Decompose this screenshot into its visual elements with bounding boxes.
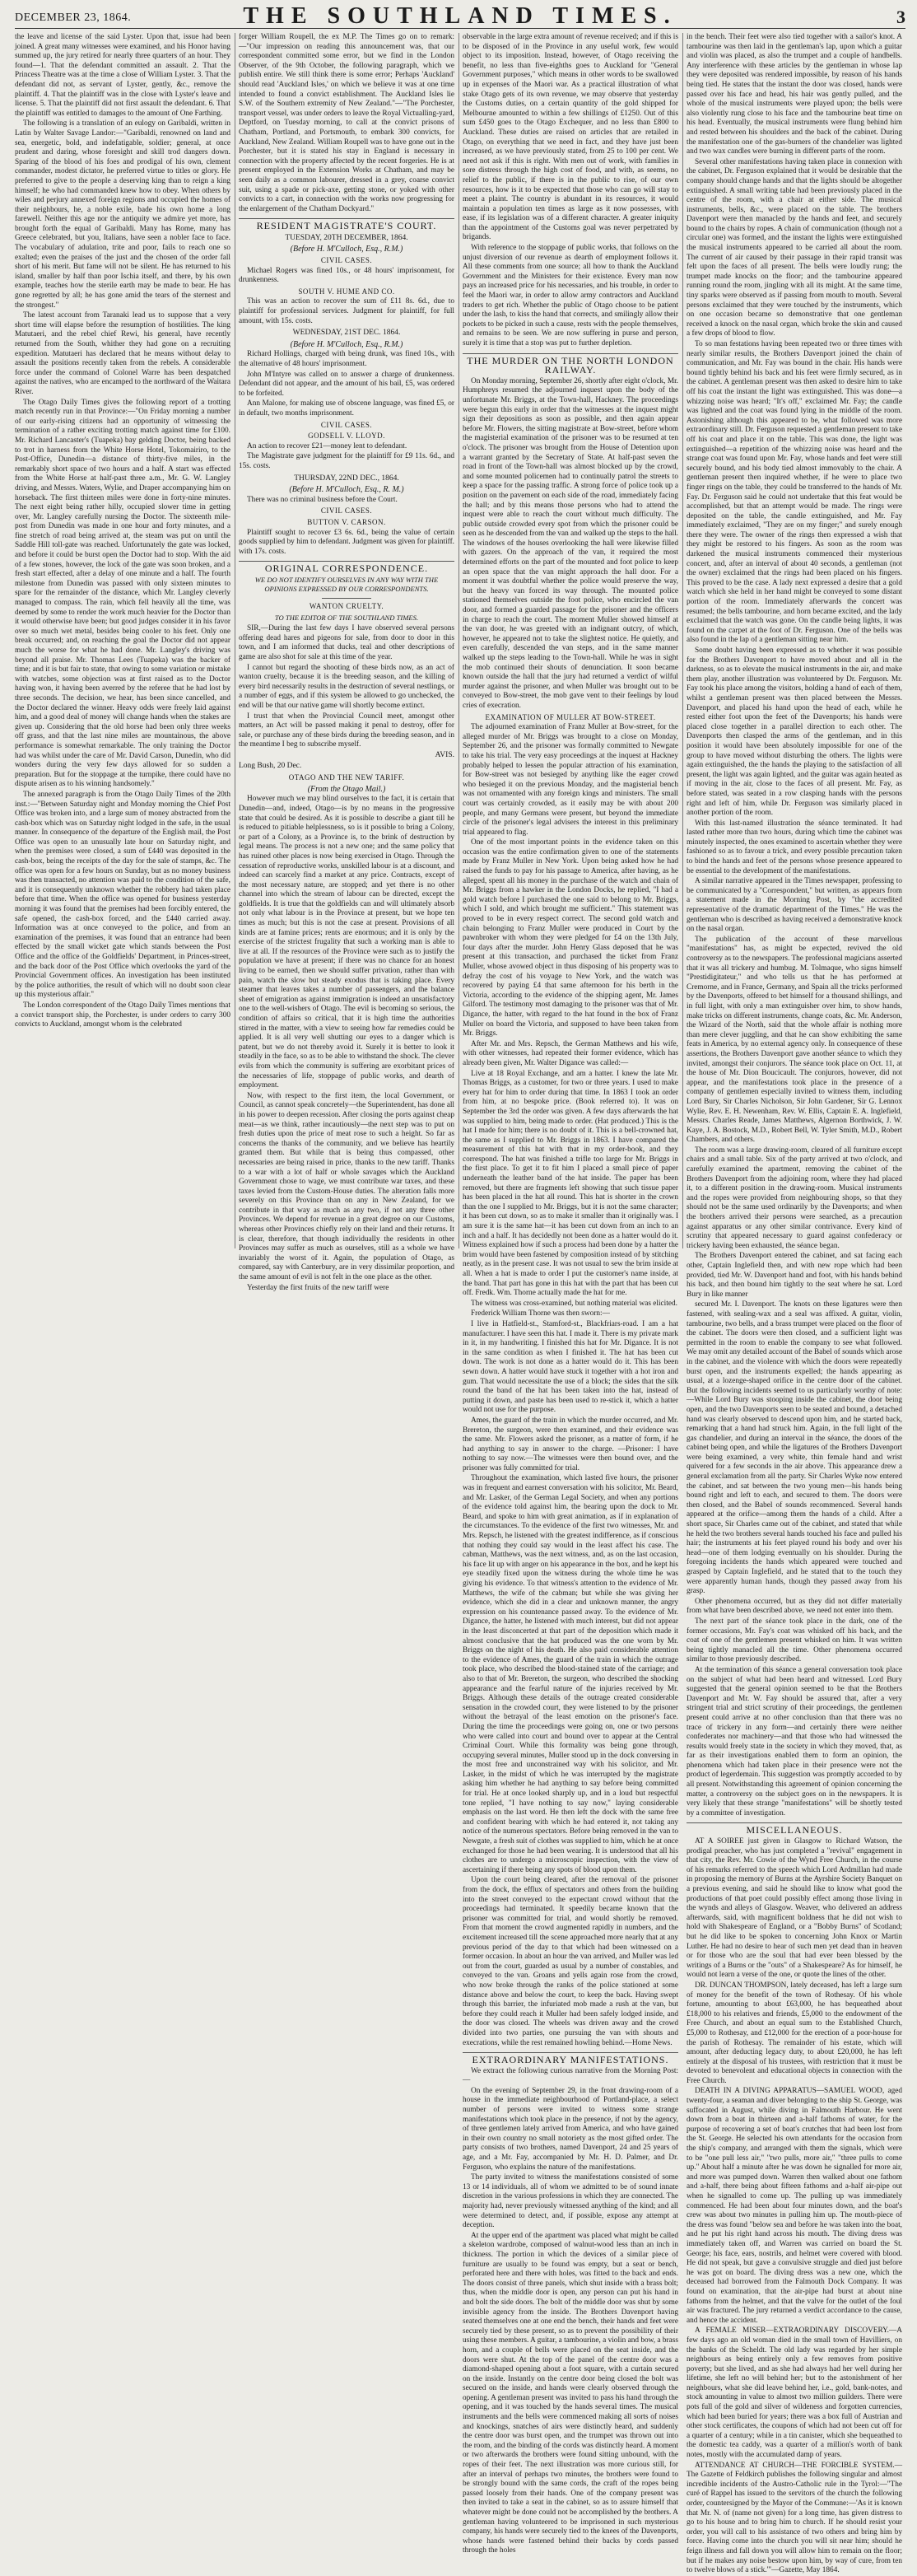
court-heading: RESIDENT MAGISTRATE'S COURT. bbox=[239, 218, 454, 231]
case-title: SOUTH V. HUME AND CO. bbox=[298, 287, 395, 296]
paragraph: The following is a translation of an eulogy on Garibaldi, written in Latin by Walter Savage Landor:—"Garibaldi, renowned on land and sea, energetic, bold, and indefatigable, soldier; general, at once prudent and daring, whose foresight and skill trod dangers down. Sparing of the blood of his foes and prodigal of his own, clement commander, modest dictator, he preferred virtue to titles or glory. He preferred to give to the people a deserving king than to reign a king himself; he who had commanded knew how to obey. When others by wiles and perjury annexed foreign regions and occupied the homes of their neighbours, he, a noble exile, bade his own home a long farewell. Neither this age nor the antiquity we admire yet more, has brought forth the equal of Garibaldi. Many has Rome, many has Greece celebrated, but you, Italians, have seen a nobler face to face. The vocabulary of adulation, trite and poor, fails to reach one so exalted; even the praises of the just and the chosen of the order fall short of his merit. But fame will not be silent. He has returned to his island, smaller by half than poor Ischia itself, and there, by his own example, teaches how the sterile earth may be made to bear. He has gone regretted by all; he has gone amid the tears of the sternest and the strongest." bbox=[15, 119, 230, 310]
columns bbox=[15, 33, 905, 2575]
paragraph: Michael Rogers was fined 10s., or 48 hours' imprisonment, for drunkenness. bbox=[239, 266, 454, 285]
paragraph: The room was a large drawing-room, cleared of all furniture except chairs and a small table. Six of the party arrived at two o'clock, and carefully examined the apartment, removing the cabinet of the Brothers Davenport from the adjoining room, where they had placed it, to a different position in the drawing-room. Musical instruments and the ropes were provided from neighbouring shops, so that they should not be the same used ordinarily by the Davenports; and when the brothers arrived their persons were searched, as a precaution against apparatus or any other similar contrivance. Every kind of scrutiny that appeared necessary to guard against confederacy or trickery having been exhausted, the séance began. bbox=[687, 1146, 902, 1250]
paragraph: The London correspondent of the Otago Daily Times mentions that a convict transport ship, the Porchester, is under orders to carry 300 convicts to Auckland, amongst whom is the celebrated bbox=[15, 1001, 230, 1029]
column-4 bbox=[687, 33, 902, 2575]
paragraph: Live at 18 Royal Exchange, and am a hatter. I knew the late Mr. Thomas Briggs, as a customer, for two or three years. I used to make every hat for him to order during that time. In 1863 I took an order from him, at no bespoke price. (Book referred to). It was on September the 3rd the order was given. A few days afterwards the hat was supplied to him, being made to order. (Hat produced.) This is the hat I made for him; there is no doubt of it. This is a bell-crowned hat, the same as I supplied to Mr. Briggs in 1863. I have compared the measurement of this hat with that in my order-book, and they correspond. The hat was finished a trifle too large for Mr. Briggs in the first place. To get it to fit him I placed a small piece of paper underneath the leather band of the hat inside. The paper has been removed, but there are fragments left showing that such tissue paper has been placed in the hat all round. This hat is shorter in the crown than the one I supplied to Mr. Briggs, but it is not the same character; it has been cut down, so as to make it smaller than it originally was. I am sure it is the same hat—it has been cut down from an inch to an inch and a half. It has decidedly not been done as a hatter would do it. Witness explained how if such a process had been done by a hatter the brim would have been fastened by composition instead of by stitching neatly, as in the present case. It was not usual to sew the brim inside at all. When a hat is made to order I put the customer's name inside, at the band. That part has gone in this hat with the part that has been cut off. Fredk. Wm. Thorne actually made the hat for me. bbox=[463, 1069, 678, 1298]
court-date: THURSDAY, 22ND DEC., 1864. bbox=[294, 474, 399, 483]
court-date: WEDNESDAY, 21ST DEC. 1864. bbox=[292, 329, 401, 338]
letter-dateline: Long Bush, 20 Dec. bbox=[239, 761, 302, 770]
paragraph: The publication of the account of these marvellous "manifestations" has, as might be expected, revived the old controversy as to the newspapers. The professional magicians asserted that it was all trickery and humbug. M. Tolmaque, who signs himself "Prestidigitateur," and who tells us that he has performed at Cremorne, and in France, Germany, and Spain all the tricks performed by the Davenports, offered to bet himself for a thousand shillings, and in full light, with only a man extinguisher over him, to show hands, make tricks on different instruments, change coats, &c. Mr. Anderson, the Wizard of the North, said that the whole affair is nothing more than mere clever juggling, and that he can show exhibiting the same feats in America, by no external agency only. In consequence of these assertions, the Brothers Davenport gave another séance to which they invited, amongst their conjurors. The séance took place on Oct. 11, at the house of Mr. Dion Boucicault. The conjurors, however, did not appear, and the manifestations took place in the presence of a company of gentlemen especially invited to witness them, including Lord Bury, Sir Charles Nicholson, Sir John Gardener, Sir G. Lennox Wylie, Rev. E. H. Newenham, Rev. W. Ellis, Captain E. A. Inglefield, Messrs. Charles Reade, James Matthews, Algernon Borthwick, J. W. Kaye, J. A. Bostock, M.D., Robert Bell, W. Tyler Smith, M.D., Robert Chambers, and others. bbox=[687, 935, 902, 1145]
paragraph: However much we may blind ourselves to the fact, it is certain that Dunedin—and, indeed, Otago—is by no means in the progressive state that could be desired. As it is possible to describe a giant till he is reduced to pitiable helplessness, so is it possible to bring a Colony, or part of a Colony, as a Province is, to the brink of destruction by legal means. The process is not a new one; and the same policy that has ruined other places is now being exercised in Otago. Through the cessation of reproductive works, unskilled labour is at a discount, and indeed can scarcely find a market at any price. Contracts, except of the most necessary nature, are stopped; and yet there is no other channel into which the stream of labour can be directed, except the goldfields. It is true that the goldfields can and will ultimately absorb not only what labour is in the Province at present, but we hope ten times as much; but this is not the case at present. Provisions of all kinds are at famine prices; rents are enormous; and it is only by the exercise of the strictest frugality that such a working man is able to live at all. If the resources of the Province were such as to justify the population we have at present; if there was no chance for an honest living to be earned, then we should suffer privation, rather than with pain, watch the slow but steady exodus that is taking place. Every steamer that leaves takes a number of passengers, and the balance sheet of emigration as against immigration is indeed an unsatisfactory one to the well-wishers of Otago. The evil is becoming so serious, the condition of affairs so critical, that it is high time the authorities stirred in the matter, with a view to seeing how far remedies could be applied. It is all very well shutting our eyes to a danger which is patent, but we do not thereby avoid it. Surely it is better to look it steadily in the face, so as to be able to withstand the shock. The clever evils from which the community is suffering are exorbitant prices of the necessaries of life, stoppage of public works, and dearth of employment. bbox=[239, 795, 454, 1090]
court-report bbox=[239, 350, 454, 418]
paragraph: One of the most important points in the evidence taken on this occasion was the entire confirmation given to one of the statements made by Franz Muller in New York. Upon being asked how he had raised the funds to pay for his passage to America, after having, as he alleged, spent all his money in the purchase of the watch and chain of Mr. Briggs from a hawker in the London Docks, he replied, "I had a gold watch before I purchased the one said to belong to Mr. Briggs, which I sold, and which brought me sufficient." This statement was proved to be in every respect correct. The second gold watch and chain belonging to Franz Muller were produced in Court by the pawnbroker with whom they were pledged for £4 on the 13th July, four days after the murder. John Henry Glass deposed that he was present at this transaction, and purchased the ticket from Franz Muller, whose avowed object in thus disposing of his property was to defray the cost of his voyage to New York, and the watch was recovered by paying £4 that same afternoon for his berth in the Victoria, according to the evidence of the shipping agent, Mr. James Gilford. The testimony most damaging to the prisoner was that of Mr. Digance, the hatter, with regard to the hat found in the box of Franz Muller on board the Victoria, and supposed to have been taken from Mr. Briggs. bbox=[463, 838, 678, 1038]
paragraph: the leave and license of the said Lyster. Upon that, issue had been joined. A great many witnesses were examined, and his Honor having summed up, the jury retired for nearly three quarters of an hour. They found—1. That the defendant committed an assault. 2. That the Princess Theatre was at the time a close of William Lyster. 3. That the defendant did not, as servant of Lyster, gently, &c., remove the plaintiff. 4. That the plaintiff was in the close with Lyster's leave and license. 5. That the plaintiff did not first assault the defendant. 6. That the plaintiff was entitled to damages to the amount of One Farthing. bbox=[15, 33, 230, 118]
paragraph: Plaintiff sought to recover £3 6s. 6d., being the value of certain goods supplied by him to defendant. Judgment was given for plaintiff. with 17s. costs. bbox=[239, 528, 454, 556]
paragraph: John M'Intyre was called on to answer a charge of drunkenness. Defendant did not appear, and the amount of his bail, £5, was ordered to be forfeited. bbox=[239, 370, 454, 398]
paragraph: At the upper end of the apartment was placed what might be called a skeleton wardrobe, composed of walnut-wood less than an inch in thickness. The portion in which the devices of a similar piece of furniture are usually to be found was empty, but a seat or bench, perforated here and there with holes, was fitted to the back and ends. The doors consist of three panels, which shut inside with a brass bolt; thus, when the middle door is open, any person can put his hand in and bolt the side doors. The bolt of the middle door was shut by some invisible agency from the inside. The Brothers Davenport having seated themselves one at one end the bench, their hands and feet were securely tied by these present, so as to prevent the possibility of their using these members. A guitar, a tambourine, a violin and bow, a brass horn, and a couple of bells were placed on the seat inside, and the doors were shut. At the top of the panel of the centre door was a diamond-shaped opening about a foot square, with a curtain secured on the inside. Instantly on the centre door being closed the bolt was secured on the inside, and hands were clearly observed through the opening. A gentleman present was invited to pass his hand through the opening, and it was touched by the hands several times. The musical instruments and the bells were commenced making all sorts of noises and knockings, snatches of airs were distinctly heard, and suddenly the centre door was burst open, and the trumpet was thrown out into the room, and the binding of the cords was distinctly heard. A moment or two afterwards the brothers were found sitting unbound, with the ropes of their feet. The next illustration was more curious still, for after an interval of perhaps two minutes, the brothers were found to be strongly bound with the same cords, the craft of the ropes being passed loosely from their hands. One of the company present was then invited to take a seat in the cabinet, so as to assure himself that whatever might be done could not be accomplished by the brothers. A gentleman having volunteered to be imprisoned in such mysterious company, his hands were securely tied to the knees of the Davenports, whose hands were fastened behind their backs by cords passed through the holes bbox=[463, 2231, 678, 2555]
murder-heading: THE MURDER ON THE NORTH LONDON RAILWAY. bbox=[463, 353, 678, 376]
paragraph: An action to recover £21—money lent to defendant. bbox=[247, 441, 407, 450]
column-1 bbox=[15, 33, 230, 1248]
paragraph: I trust that when the Provincial Council meet, amongst other matters, an Act will be passed making it penal to destroy, offer for sale, or purchase any of these birds during the breeding season, and in the meantime I beg to subscribe myself. bbox=[239, 712, 454, 749]
manifestations-heading: EXTRAORDINARY MANIFESTATIONS. bbox=[463, 2052, 678, 2065]
paragraph: in the bench. Their feet were also tied together with a sailor's knot. A tambourine was then laid in the gentleman's lap, upon which a guitar and violin was placed, as also the trumpet and a couple of handbells. Any interference with these articles by the gentleman in whose lap they were deposited was rendered impossible, by reason of his hands being tied. He states that the instant the door was closed, hands were passed over his face and head, his hair was gently pulled, and the whole of the musical instruments were played upon; the bells were also violently rung close to his face and the tambourine beat time on his head. Eventually, the musical instruments were flung behind him and rested between his shoulders and the back of the cabinet. During the manifestation one of the gas-burners of the chandelier was lighted and two wax candles were burning in different parts of the room. bbox=[687, 33, 902, 156]
paragraph: Ames, the guard of the train in which the murder occurred, and Mr. Brereton, the surgeon, were then examined, and their evidence was the same. Mr. Flowers asked the prisoner, as a matter of form, if he had anything to say in answer to the charge. —Prisoner: I have nothing to say now.—The witnesses were then bound over, and the prisoner was fully committed for trial. bbox=[463, 1416, 678, 1472]
paragraph: Throughout the examination, which lasted five hours, the prisoner was in frequent and earnest conversation with his solicitor, Mr. Beard, and Mr. Lasker, of the German Legal Society, and when any portions of the evidence told against him, the bearing upon the dock to Mr. Beard, and spoke to him with great animation, as if in explanation of the circumstances. To the evidence of the first two witnesses, Mr. and Mrs. Repsch, he listened with the greatest indifference, as if conscious that nothing they could say would in the least affect his case. The cabman, Matthews, was the next witness, and, as on the last occasion, his face lit up with anger on his appearance in the box, and he kept his eye steadily fixed upon the witness during the whole time he was giving his evidence. To that witness's attention to the evidence of Mr. Matthews, the wife of the cabman; but while she was giving her evidence, which she did in a clear and unknown manner, the angry expression on his countenance passed away. To the evidence of Mr. Digance, the hatter, he listened with much interest, but did not appear in the least disconcerted at that part of the deposition which made it almost conclusive that the hat produced was the one worn by Mr. Briggs on the night of his death. He also paid considerable attention to the evidence of Ames, the guard of the train in which the outrage took place, who described the blood-stained state of the carriage; and also to that of Mr. Brereton, the surgeon, who described the shocking appearance and the fearful nature of the injuries received by Mr. Briggs. Although these details of the outrage created considerable sensation in the crowded court, they were listened to by the prisoner without the betrayal of the least emotion on the prisoner's face. During the time the proceedings were going on, one or two persons who were called into court and bound over to appear at the Central Criminal Court. While this formality was being gone through, occupying several minutes, Muller stood up in the dock conversing in the most free and unconstrained way with his solicitor, and Mr. Lasker, in the midst of which he was interrupted by the magistrate asking him whether he had anything to say before being committed for trial. He at once looked sharply up, and in a loud but respectful tone replied, "I have nothing to say now," laying considerable emphasis on the last word. He then left the dock with the same free and confident bearing with which he had entered it, not taking any notice of the numerous spectators. Before being removed in the van to Newgate, a fresh suit of clothes was supplied to him, which he at once exchanged for those he had been wearing. It is understood that all his clothes are to undergo a microscopic inspection, with the view of ascertaining if there being any spots of blood upon them. bbox=[463, 1474, 678, 1874]
paragraph: DR. DUNCAN THOMPSON, lately deceased, has left a large sum of money for the benefit of the town of Rothesay. Of his whole fortune, amounting to about £63,000, he has bequeathed about £18,000 to his relatives and friends, £5,000 to the endowment of the Free Church, and about an equal sum to the Established Church, £5,000 to Rothesay, and £12,000 for the erection of a poor-house for the parish of Rothesay. The remainder of his estate, which will amount, after deducting legacy duty, to about £20,000, he has left entirely at the disposal of his trustees, with restriction that it must be devoted to benevolent and educational objects in connection with the Free Church. bbox=[687, 1981, 902, 2085]
paragraph: The Magistrate gave judgment for the plaintiff for £9 11s. 6d., and 15s. costs. bbox=[239, 452, 454, 470]
miscellaneous-heading: MISCELLANEOUS. bbox=[687, 1822, 902, 1836]
court-report bbox=[239, 496, 454, 506]
manifestations-article bbox=[463, 2067, 678, 2556]
paragraph: A FEMALE MISER—EXTRAORDINARY DISCOVERY.—A few days ago an old woman died in the small town of Havilliers, on the banks of the Scheldt. The old lady was regarded by her simple neighbours as being entirely only a few removes from positive poverty; but she lived, and as she had always had her well during her lifetime, she left no will behind her; but to the astonishment of her neighbours, what she did leave behind her, i.e., gold, bank-notes, and stock amounting in value to almost two million guilders. There were pots full of the gold and silver of wildeness and forgotten currencies, which had been buried for years; there was a box full of Austrian and other stock certificates, the coupons of which had not been cut off for a quarter of a century; while in a tin canister, which she bequeathed to the domestic tea caddy, was a quarter of a million's worth of bank notes, mostly with the accumulated damp of years. bbox=[687, 2326, 902, 2460]
court-report bbox=[239, 529, 454, 558]
paragraph: secured Mr. I. Davenport. The knots on these ligatures were then fastened, with sealing-wax and a seal was affixed. A guitar, violin, tambourine, two bells, and a brass trumpet were placed on the floor of the cabinet. The doors were then closed, and a sufficient light was permitted in the room to enable the company to see what followed. We may omit any detailed account of the Babel of sounds which arose in the cabinet, and the violence with which the doors were repeatedly burst open, and the instruments expelled; the hands appearing as usual, at a lozenge-shaped orifice in the centre door of the cabinet. But the following incidents seemed to us particularly worthy of note:—While Lord Bury was stooping inside the cabinet, the door being open, and the two Davenports seen to be seated and bound, a detached hand was clearly observed to descend upon him, and he started back, remarking that a hand had struck him. Again, in the full light of the gas chandelier, and during an interval in the séance, the doors of the cabinet being open, and while the ligatures of the Brothers Davenport were being examined, a very white, thin female hand and wrist quivered for a few seconds in the air above. This appearance drew a general exclamation from all the party. Sir Charles Wyke now entered the cabinet, and sat between the two young men—his hands being bound right and left to each, and secured to them. The doors were then closed, and the Babel of sounds recommenced. Several hands appeared at the orifice—among them the hands of a child. After a short space, Sir Charles came out of the cabinet, and stated that while he held the two brothers several hands touched his face and pulled his hair; the instruments at his feet played round his body and over his head—one of them lodging eventually on his shoulder. During the foregoing incidents the hands which appeared were touched and grasped by Captain Inglefield, and he stated that to the touch they were apparently human hands, though they passed away from his grasp. bbox=[687, 1300, 902, 1596]
examination-article-continued bbox=[463, 1320, 678, 2048]
newspaper-title: THE SOUTHLAND TIMES. bbox=[243, 3, 677, 29]
manifestations-continued bbox=[687, 1300, 902, 1818]
paragraph: This was an action to recover the sum of £11 8s. 6d., due to plaintiff for professional services. Judgment for plaintiff, for full amount, with 15s. costs. bbox=[239, 297, 454, 325]
paragraph: Upon the court being cleared, after the removal of the prisoner from the dock, the efflux of spectators and others from the building into the street conveyed to the expectant crowd without that the proceedings had terminated. It speedily became known that the prisoner was committed for trial, and would shortly be removed. From that moment the crowd augmented rapidly in numbers, and the excitement increased till the scene approached more nearly that at any previous period of the day to that which had been witnessed on a former occasion. In about an hour the van arrived, and Muller was led out from the court, guarded as usual by a number of constables, and conveyed to the van. Groans and yells again rose from the crowd, who now broke through the ranks of the police stationed at some distance above and below the court, to keep the back. Having swept through this barrier, the infuriated mob made a rush at the van, but before they could reach it Muller had been safely lodged inside, and the door was closed. The wheels was driven away and the crowd divided into two parties, one pursuing the van with shouts and execrations, while the rest remained howling behind.—Home News. bbox=[463, 1876, 678, 2047]
paragraph: On Monday morning, September 26, shortly after eight o'clock, Mr. Humphreys resumed the adjourned inquest upon the body of the unfortunate Mr. Briggs, at the Town-hall, Hackney. The proceedings were begun this early in order that the witnesses at the inquest might sign their depositions as soon as possible, and then again appear before Mr. Flowers, the sitting magistrate at Bow-street, before whom the magisterial examination of the prisoner was to be resumed at ten o'clock. The prisoner was brought from the House of Detention upon a warrant granted by the Secretary of State. At half-past seven the road in front of the Town-hall was almost blocked up by the crowd, and some mounted policemen had to continually patrol the streets to keep a space for the passing traffic. A strong force of police took up a position on the pavement on each side of the road, immediately facing the hall; and by this means those persons who had to attend the inquest were able to reach the court without much difficulty. The public outside crowded every spot from which the prisoner could be seen as he descended from the van and walked up the steps to the hall. The windows of the houses overlooking the hall were likewise filled with gazers. On the approach of the van, it required the most determined efforts on the part of the mounted and foot police to keep an open space that the van might approach the hall door. For a moment it was doubtful whether the police would preserve the way, but the heavy van forced its way through. The mounted police stationed themselves outside the foot police, who encircled the van door, and formed a guarded passage for the prisoner and the officers in charge to reach the court. The moment Muller showed himself at the van door, he was greeted with an indignant outcry, of which, however, he appeared not to take the slightest notice. He quietly, and even carefully, descended the van steps, and in the same manner walked up the steps leading to the Town-hall. While he was in sight the mob continued their shouts of denunciation. It soon became known outside the hall that the jury had returned a verdict of wilful murder against the prisoner, and when Muller was brought out to be conveyed to Bow-street, the mob gave vent to their feelings by loud cries of execration. bbox=[463, 376, 678, 710]
paragraph: Richard Hollings, charged with being drunk, was fined 10s., with the alternative of 48 hours' imprisonment. bbox=[239, 350, 454, 368]
divider bbox=[322, 598, 371, 599]
article-body bbox=[239, 795, 454, 1293]
paragraph: To so man festations having been repeated two or three times with nearly similar results, the Brothers Davenport joined the chain of communication, and Mr. Fay was bound in the chair. His hands were bound tightly behind his back and his feet were firmly secured, as in the cabinet. A gentleman present was then asked to desire him to take off his coat the instant the light was extinguished. This was done—a whizzing noise was heard; "It's off," exclaimed Mr. Fay; the candle was lighted and the coat was found lying in the middle of the room. Astonishing although this appeared to be, what followed was more extraordinary still. Dr. Ferguson requested a gentleman present to take off his coat and place it on the table. This was done, the light was extinguished—a repetition of the whizzing noise was heard and the strange coat was found upon Mr. Fay, whose hands and feet were still securely bound, and his body tied almost immovably to the chair. A gentleman present then inquired whether, if he were to place two finger rings on the table, they could be transferred to the hands of Mr. Fay. Dr. Ferguson said he could not undertake that this feat would be accomplished, but that an attempt would be made. The rings were deposited on the table, the candle extinguished, and Mr. Fay immediately exclaimed, "They are on my finger;" and surely enough there they were. The owner of the rings then expressed a wish that they might be restored to his fingers. As soon as the room was darkened the musical instruments commenced their mysterious concert, and, after an interval of about 40 seconds, a gentleman (not the owner) exclaimed that the rings had been placed on his fingers. This proved to be the case. A lady next expressed a desire that a gold watch which she held in her hand might be conveyed to some distant portion of the room. Immediately afterwards the concert was resumed; the bells tambourine, and horn became excited, and the lady exclaimed that the watch was gone. On the candle being lights, it was found on the carpet at the foot of Dr. Ferguson. One of the bells was also found in the lap of a gentleman sitting near him. bbox=[687, 340, 902, 645]
civil-cases-label: CIVIL CASES. bbox=[320, 420, 373, 429]
correspondence-disclaimer: WE DO NOT IDENTIFY OURSELVES IN ANY WAY WITH THE OPINIONS EXPRESSED BY OUR CORRESPONDENTS. bbox=[254, 575, 439, 594]
paragraph: With this last-named illustration the séance terminated. It had lasted rather more than two hours, during which time the cabinet was minutely inspected, the ones examined to ascertain whether they were fashioned so as to favour a trick, and every possible precaution taken to bind the hands and feet of the persons whose presence appeared to be essential to the development of the manifestations. bbox=[687, 819, 902, 875]
paragraph: Frederick William Thorne was then sworn:— bbox=[471, 1309, 610, 1318]
manifestations-continued bbox=[687, 33, 902, 1300]
paragraph: The annexed paragraph is from the Otago Daily Times of the 20th inst.:—"Between Saturday night and Monday morning the Chief Post Office was broken into, and a large sum of money abstracted from the cash-box which was on Saturday night lodged in the safe, in the usual manner. In consequence of the departure of the English mail, the Post Office was open to an unusually late hour on Saturday night, and when the premises were closed, a sum of £440 was deposited in the cash-box, being the receipts of the day for the sale of stamps, &c. The office was open for a few hours on Sunday, but as no money business was then transacted, no attention was paid to the condition of the safe, and it is consequently unknown whether the robbery had taken place before that time. When the office was opened for business yesterday morning it was found that the premises had been forcibly entered, the safe opened, the cash-box forced, and the £440 carried away. Information was at once conveyed to the police, and from an examination of the premises, it was found that an entrance had been effected by the small wicket gate which stands between the Post Office and the office of the Goldfields' Department, in Princes-street, and the back door of the Post Office which overlooks the yard of the Provincial Government offices. An investigation has been instituted by the police authorities, the result of which will no doubt soon clear up this mysterious affair." bbox=[15, 790, 230, 1000]
column-1-paragraphs bbox=[15, 33, 230, 1030]
paragraph: ATTENDANCE AT CHURCH—THE FORCIBLE SYSTEM.—The Gazette of Feldkirch publishes the following singular and almost incredible incidents of the Austro-Catholic rule in the Tyrol:—"The curé of Rappel has issued to the servitors of the church the following order, countersigned by the Mayor of the Commune:—'As it is known that Mr. N. of (name not given) for a long time, has given distress to go to his house and to bring him to church. If he should resist your order, you will call to his assistance of two others and bring him by force. Having come into the church you will sit near him; should he feign illness and fall down you will allow him to remain on the floor; but if he makes any noise bestow upon him, by way of cure, from ten to twelve blows of a stick.'"—Gazette, May 1864. bbox=[687, 2461, 902, 2575]
paragraph: The witness was cross-examined, but nothing material was elicited. bbox=[471, 1299, 677, 1308]
letter-body bbox=[239, 624, 454, 750]
column-2 bbox=[239, 33, 454, 1292]
paragraph: The latest account from Taranaki lead us to suppose that a very short time will elapse before the resumption of hostilities. The king Matutaeri, and the rebel chief Rewi, his general, have recently returned from the South, whither they had gone on a recruiting expedition. Matutaeri has declared that he means without delay to assault the positions recently taken from the rebels. A considerable force under the command of Colonel Warre has been despatched against the natives, who are encamped to the northward of the Waitara River. bbox=[15, 311, 230, 396]
paragraph: The Brothers Davenport entered the cabinet, and sat facing each other, Captain Inglefield then, and with new rope which had been provided, tied Mr. W. Davenport hand and foot, with his hands behind his back, and then bound him tightly to the seat where he sat. Lord Bury in like manner bbox=[687, 1252, 902, 1299]
paragraph: A similar narrative appeared in the Times newspaper, professing to be communicated by a "Correspondent," but written, as appears from a statement made in the Morning Post, by "the accredited representative of the dramatic department of the Times." He was the gentleman who is described as having received a demonstrative knock on the nasal organ. bbox=[687, 877, 902, 934]
civil-cases-label: CIVIL CASES. bbox=[320, 506, 373, 516]
paragraph: Ann Malone, for making use of obscene language, was fined £5, or in default, two months imprisonment. bbox=[239, 399, 454, 418]
paragraph: observable in the large extra amount of revenue received; and if this is to be disposed of in the Province in any useful work, few would object to its imposition. Instead, however, of Otago receiving the benefit, no less than five-eighths goes to Auckland for "General Government purposes," which means in other words to be swallowed up in expenses of the Maori war. As a practical illustration of what stake Otago gets of its own revenue, we may observe that yesterday the Customs duties, on a certain quantity of the gold shipped for Melbourne amounted to within a few shillings of £1250. Out of this sum £450 goes to the Otago Exchequer, and no less than £800 to Auckland. These duties are raised on articles that are retailed in Otago, on everything that we need in fact, and they have just been increased, as we have previously stated, from 25 to 100 per cent. We need not ask if this is right. With men out of work, with families in sore distress through the high cost of food, and with, as seems, no relief to the public, if there is in the public to rise, of our own resources, how is it to be expected that those who can go will stay to meet a plaint. The country is abundant in its resources, it would maintain a population ten times as large as it now possesses, with ease, if its legislation was of a different character. A greater iniquity than the appointment of the Customs goal was never perpetrated by brigands. bbox=[463, 33, 678, 242]
murder-article bbox=[463, 377, 678, 712]
paragraph: DEATH IN A DIVING APPARATUS—SAMUEL WOOD, aged twenty-four, a seaman and diver belonging to the ship St. George, was suffocated in August, while diving in Falmouth Harbour. He went down from a boat in thirteen and a-half fathoms of water, for the purpose of recovering a set of boat's crutches that had been lost from the St. George. He selected his own attendants for the occasion from the ship's company, and arranged with them the signals, which were to be "one pull less air," "two pulls, more air," "three pulls to come up." About half a minute after he was down he signalled for more air, and more was pumped down. Warren then walked about one fathom and a-half, there being about fifteen fathoms and a-half air-pipe out when he signalled to come up. The pulling up was immediately commenced. He had been about four minutes down, and the boat's crew was about two minutes in pulling him up. The mouth-piece of the dress was found "below sea and before he was taken into the boat, and he put his right hand across his mouth. The diving dress was immediately taken off, and Warren was carried on board the St. George; his face, ears, nostrils, and helmet were covered with blood. He did not speak, but gave a convulsive struggle and died just before he was got on board. The diving dress was a new one, which the deceased had borrowed from the Falmouth Dock Company. It was found on examination, that the air-pipe had burst at about nine fathoms from the helmet, and that the valve for the outlet of the foul air was fractured. The jury returned a verdict accordance to the cause, and hence the accident. bbox=[687, 2087, 902, 2325]
paragraph: At the termination of this séance a general conversation took place on the subject of what had been heard and witnessed. Lord Bury suggested that the general opinion seemed to be that the Brothers Davenport and Mr. W. Fay should be assured that, after a very stringent trial and strict scrutiny of their proceedings, the gentlemen present could arrive at no other conclusion than that there was no trace of trickery in any form—and certainly there were neither confederates nor machinery—and that those who had witnessed the results would freely state in the society in which they moved, that, as far as their investigations enabled them to form an opinion, the phenomena which had taken place in their presence were not the product of legerdemain. This suggestion was promptly accorded to by all present. Notwithstanding this agreement of opinion concerning the matter, a controversy on the subject goes on in the newspapers. It is very likely that these strange "manifestations" will be shortly tested by a committee of investigation. bbox=[687, 1665, 902, 1818]
civil-cases-label: CIVIL CASES. bbox=[320, 256, 373, 265]
column-rule bbox=[458, 33, 459, 1248]
paragraph: I cannot but regard the shooting of these birds now, as an act of wanton cruelty, because it is the breeding season, and the killing of every bird necessarily results in the destruction of several nestlings, or a number of eggs, and if this system be allowed to go unchecked, the end will be that our native game will shortly become extinct. bbox=[239, 663, 454, 710]
court-judge: (Before H. M'Culloch, Esq., R. M.) bbox=[289, 485, 404, 495]
page-number: 3 bbox=[896, 7, 905, 27]
article-source: (From the Otago Mail.) bbox=[307, 784, 386, 794]
column-3 bbox=[463, 33, 678, 2555]
paragraph: Several other manifestations having taken place in connexion with the cabinet, Dr. Ferguson explained that it would be desirable that the company should change hands and that the lights should be altogether extinguished. A small writing table had been previously placed in the centre of the room, with a chair at either side. The musical instruments, bells, &c., were placed on the table. The brothers Davenport were then manacled by the hands and feet, and securely bound to the chairs by ropes. A chain of communication (though not a circular one) was formed, and the instant the lights were extinguished the musical instruments appeared to be carried all about the room. The current of air caused by their passage in their rapid transit was felt upon the faces of all present. The bells were loudly rung; the trumpet made knocks on the floor; and the tambourine appeared running round the room, jingling with all its might. At the same time, tiny sparks were observed as if passing from mouth to mouth. Several persons exclaimed that they were touched by the instruments, which on one occasion became so demonstrative that one gentleman received a knock on the nasal organ, which broke the skin and caused a few drops of blood to flow. bbox=[687, 157, 902, 338]
examination-article bbox=[463, 723, 678, 1319]
court-judge: (Before H. M'Culloch, Esq., R.M.) bbox=[290, 339, 403, 349]
court-report bbox=[239, 442, 454, 472]
paragraph: Other phenomena occurred, but as they did not differ materially from what have been described above, we need not enter into them. bbox=[687, 1597, 902, 1616]
paragraph: I live in Hatfield-st., Stamford-st., Blackfriars-road. I am a hat manufacturer. I have seen this hat. I made it. There is my private mark in it, in my handwriting. I finished this hat for Mr. Digance. It is not in the same condition as when I finished it. The hat has been cut down. The work is not done as a hatter would do it. This has been sewn down. A hatter would have stuck it together with a hot iron and gum. That would necessitate the use of a block; the sides that the silk round the band of the hat has been taken into the hat, instead of putting it down, and paste has been used to re-stick it, which a hatter would not use for the purpose. bbox=[463, 1319, 678, 1415]
letter-addressee: TO THE EDITOR OF THE SOUTHLAND TIMES. bbox=[274, 613, 419, 622]
miscellaneous-items bbox=[687, 1837, 902, 2576]
paragraph: After Mr. and Mrs. Repsch, the German Matthews and his wife, with other witnesses, had repeated their former evidence, which has already been given, Mr. Walter Digance was called:— bbox=[463, 1039, 678, 1067]
article-title: OTAGO AND THE NEW TARIFF. bbox=[288, 773, 405, 782]
paragraph: Yesterday the first fruits of the new tariff were bbox=[247, 1283, 389, 1292]
paragraph: Now, with respect to the first item, the local Government, or Council, as cannot speak concretely—the Superintendent, has done all in his power to deepen recession. After closing the ports against cheap meat—as we think, rather incautiously—the next step was to put on fresh duties upon the price of meat rose to such a height. So far as concerns the thanks of the community, and we believe has heartily granted them. But while that is being thus compassed, other necessaries are being raised in price, thanks to the new tariff. Thanks to a war with a lot of half or whole savages which the Auckland Government chose to wage, we must contribute war taxes, and these taxes levied from the Custom-House duties. The alteration falls more severely on this Province than on any in New Zealand, for we contribute in that way as much as any two, if not any three other Provinces. We depend for revenue in a great degree on our Customs, whereas other Provinces chiefly rely on their land and their returns. It is clear, therefore, that though individually the residents in other Provinces may suffer as much as ourselves, still as a whole we have invariably the worst of it. Again, the population of Otago, as compared, say with Canterbury, are in very dissimilar proportion, and the same amount of evil is not felt in the one place as the other. bbox=[239, 1091, 454, 1282]
court-judge: (Before H. M'Culloch, Esq., R.M.) bbox=[290, 245, 403, 254]
court-report bbox=[239, 267, 454, 286]
examination-subheading: EXAMINATION OF MULLER AT BOW-STREET. bbox=[485, 712, 656, 721]
issue-date: DECEMBER 23, 1864. bbox=[15, 12, 132, 24]
case-title: BUTTON V. CARSON. bbox=[307, 517, 386, 526]
paragraph: The Otago Daily Times gives the following report of a trotting match recently run in that Province:—"On Friday morning a number of our early-rising citizens had an opportunity of witnessing the termination of a rather exciting trotting match against time for £100. Mr. Richard Lancaster's (Tuapeka) bay gelding Doctor, being backed to trot in harness from the White Horse Hotel, Tokomairiro, to the Post-Office, Dunedin—a distance of thirty-five miles, in the remarkably short space of two hours and a half. A start was effected from the White Horse at half-past three a.m., Mr. G. W. Langley driving, and Messrs. Waters, Wylie, and Draper accompanying him on horseback. The first thirteen miles were done in forty-nine minutes. The next eight being rather hilly, occupied slower time in getting over, Mr. Langley carefully nursing the Doctor. The sixteenth mile-post from Dunedin was made in one hour and forty minutes, and a fine stretch of road being arrived at, the steam was put on until the Saddle Hill toll-gate was reached. Unfortunately the gate was locked, and before it could be burst open the Doctor had to stop. With the aid of a few stones, however, the lock of the gate was soon broken, and a fresh start effected, after a delay of one minute and a half. The fourth milestone from Dunedin was passed with only sixteen minutes to spare for the remainder of the distance, which Mr. Langley cleverly managed to compass. The rain, which fell heavily all the time, was deemed by some to render the work much heavier for the Doctor than it would otherwise have been; but good judges consider it in his favor over so much wet metal, besides being cooler to his feet. Only one break occurred; and, on reaching the goal the Doctor did not appear much the worse for what he had done. Mr. Langley's driving was beyond all praise. Mr. Thomas Lees (Tuapeka) was the backer of time; and it is but fair to state, that owing to some variation or mistake with watches, some objection was at first raised as to the Doctor having won, it having been averred by the referee that he had lost by three seconds. The decision, we hear, has been since cancelled, and the Doctor declared the winner. Heavy odds were freely laid against him, and a good deal of money will change hands when the stakes are given up. Considering that the old horse had been only three weeks off grass, and that the last nine miles are mountainous, the above performance is somewhat remarkable. The only training the Doctor had was whilst under the care of Mr. David Carson, Dunedin, who did wonders during the very few days allowed for so sudden a preparation. But for the stoppage at the turnpike, there could have no dispute arisen as to his winning handsomely." bbox=[15, 398, 230, 789]
paragraph: We extract the following curious narrative from the Morning Post:— bbox=[463, 2066, 678, 2085]
letter-title: WANTON CRUELTY. bbox=[309, 602, 384, 611]
paragraph: On the evening of September 29, in the front drawing-room of a house in the immediate neighbourhood of Portland-place, a select number of persons were invited to witness some strange manifestations which took place in the presence, if not by the agency, of three gentlemen lately arrived from America, and who have gained in their own country no small notoriety as the most gifted order. The party consists of two brothers, named Davenport, 24 and 25 years of age, and a Mr. Fay, accompanied by Mr. H. D. Palmer, and Dr. Ferguson, who explains the nature of the manifestations. bbox=[463, 2086, 678, 2172]
paragraph: The party invited to witness the manifestations consisted of some 13 or 14 individuals, all of whom we admitted to be of sound innate discretion in the various professions in which they are connected. The majority had, never previously witnessed anything of the kind; and all were determined to detect, and, if possible, expose any attempt at deception. bbox=[463, 2173, 678, 2230]
correspondence-heading: ORIGINAL CORRESPONDENCE. bbox=[239, 561, 454, 574]
paragraph: AT A SOIREE just given in Glasgow to Richard Watson, the prodigal preacher, who has just completed a "revival" engagement in that city, the Rev. Mr. Cowie of the Wynd Free Church, in the course of his remarks referred to the speech which Lord Ardmillan had made in proposing the memory of Burns at the Ayrshire Society Banquet on a previous evening, and said he should like to know what good the productions of that poet could possibly effect among those living in the wynds and alleys of Glasgow. Weaver, who delivered an address afterwards, said, with magnificent boldness that he did not wish to hold with Shakespeare of England, or a "Bobby Burns" of Scotland; but he did like to be spoken to concerning John Knox or Martin Luther. He had no desire to hear of such men yet dead than in heaven or for those who are the soul that had ever been blessed by the writings of a Burns or the "outs" of a Shakespeare? As for himself, he would not learn a verse of the one, or quote the lines of the other. bbox=[687, 1837, 902, 1980]
case-title: GODSELL V. LLOYD. bbox=[308, 432, 385, 441]
paragraph: forger William Roupell, the ex M.P. The Times go on to remark:—"Our impression on reading this announcement was, that our correspondent committed some error, but we find in the London Observer, of the 9th October, the following paragraph, which we publish entire. We still think there is some error; Perhaps 'Auckland' should read 'Auckland Isles,' on which we believe it was at one time intended to found a convict establishment. The Auckland Isles lie S.W. of the Southern extremity of New Zealand."—"The Porchester, transport vessel, was under orders to leave the Royal Victualling-yard, Deptford, on Tuesday morning, to call at the convict prisons of Chatham, Portland, and Portsmouth, to embark 300 convicts, for Auckland, New Zealand. William Roupell was to have gone out in the Porchester, but it is stated his stay in England is necessary in connection with the property affected by the recent forgeries. He is at present employed in the Extension Works at Chatham, and may be seen daily as a common labourer, dressed in a grey, coarse convict suit, using a spade or pick-axe, getting stone, or yoked with other convicts to a cart, in connection with the works now progressing for the enlargement of the Chatham Dockyard." bbox=[239, 33, 454, 213]
paragraph: SIR,—During the last few days I have observed several persons offering dead hares and pigeons for sale, from door to door in this town, and I am informed that ducks, teal and other descriptions of game are also shot for sale at this time of the year. bbox=[239, 624, 454, 662]
masthead bbox=[15, 2, 905, 29]
paragraph: Some doubt having been expressed as to whether it was possible for the Brothers Davenport to have moved about and all in the darkness, so as to elevate the musical instruments in the air, and make them play, another illustration was volunteered by Dr. Ferguson. Mr. Fay took his place among the visitors, holding a hand of each of them, whilst a gentleman present was then placed between the Messrs. Davenport, and placed his hand upon the head of each, while he rested either foot upon the feet of the Davenports; his hands were placed close together in a parallel direction to each other. The Davenports then clasped the arms of the gentleman, and in this position it would have been absolutely impossible for one of the group to have moved without disturbing the others. The lights were again extinguished, the the hands the playing to the satisfaction of all present, the light was again lighted, and the guitar was again heated as if moving in the air, close to the faces of all present. Mr. Fay, as before stated, was seated in a row clasping hands with the persons right and left of him, while Dr. Ferguson was similarly placed in another portion of the room. bbox=[687, 646, 902, 818]
paragraph: The next part of the séance took place in the dark, one of the former occasions, Mr. Fay's coat was whisked off his back, and the coat of one of the gentlemen present whisked on him. It was written being tightly manacled all the time. Other phenomena occurred similar to those previously described. bbox=[687, 1617, 902, 1664]
tariff-article-continued bbox=[463, 33, 678, 349]
letter-signature: AVIS. bbox=[435, 750, 454, 759]
column-rule bbox=[682, 33, 683, 1248]
paragraph: With reference to the stoppage of public works, that follows on the unjust diversion of our revenue as dearth of employment follows it. All these comments from one source; all how to thank the Auckland Government and the Ministers for their existence. Every man now pays an increased price for his necessaries, and his trouble, in order to feel the Maori war, in order to allow army contractors and Auckland traders to get rich. Whether the public of Otago choose to be patient under the lash, to kiss the hand that corrects, and smilingly allow their pockets to be picked in such a cause, rests with the people themselves, and remains to be seen. We are now suffering in purse and person, surely it is time that a stop was put to further depletion. bbox=[463, 244, 678, 348]
court-report bbox=[239, 297, 454, 326]
paragraph: The adjourned examination of Franz Muller at Bow-street, for the alleged murder of Mr. Briggs was brought to a close on Monday, September 26, and the prisoner was formally committed to Newgate to take his trial. The very easy proceedings at the inquest at Hackney probably helped to lessen the popular attraction of his examination, for Bow-street was not besieged by anything like the eager crowd who besieged it on the previous Monday, and the magisterial bench was not ornamented with any foreign kings and ministers. The small court was certainly crowded, as it easily may be with about 200 people, and many Germans were present, but beyond the immediate circle of the prisoner's legal advisers the interest in this preliminary trial appeared to flag. bbox=[463, 723, 678, 837]
roupell-article bbox=[239, 33, 454, 214]
court-date: TUESDAY, 20TH DECEMBER, 1864. bbox=[285, 233, 408, 242]
paragraph: There was no criminal business before the Court. bbox=[247, 495, 398, 504]
